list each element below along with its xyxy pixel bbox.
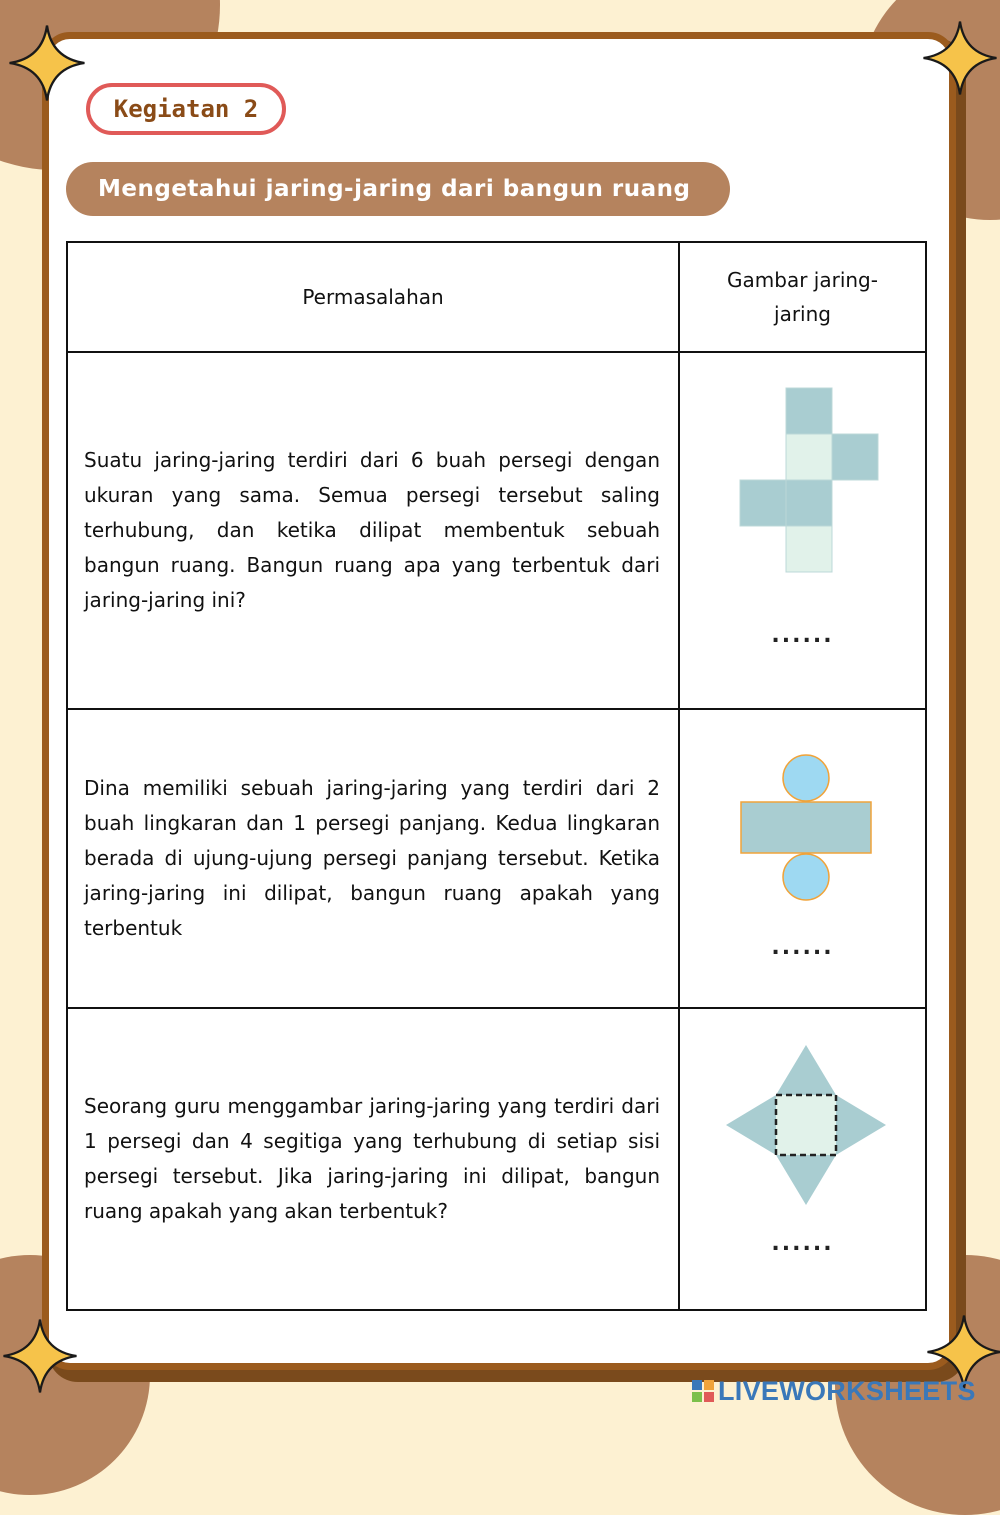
liveworksheets-watermark [692,1376,992,1406]
answer-blank[interactable]: ...... [771,1231,834,1256]
problem-cell [67,1008,679,1310]
answer-blank[interactable]: ...... [771,623,834,648]
sparkle-star-icon [2,1318,78,1394]
problem-text: Dina memiliki sebuah jaring-jaring yang terdiri dari 2 buah lingkaran dan 1 persegi panjang. Kedua lingkaran berada di ujung-ujung persegi panjang tersebut. Ketika jaring-jaring ini dilipat, bangun ruang apakah yang terbentuk [84,776,660,940]
cylinder-net-icon [738,753,874,903]
watermark-text: LIVEWORKSHEETS [718,1375,976,1406]
sparkle-star-icon [922,20,998,96]
problems-table [66,241,927,1311]
page-title-banner: Mengetahui jaring-jaring dari bangun ruang [66,162,730,216]
sparkle-star-icon [8,24,86,102]
problem-cell [67,709,679,1008]
activity-badge: Kegiatan 2 [86,83,286,135]
table-row [67,1008,926,1310]
column-header-problem: Permasalahan [67,242,679,352]
net-cell [679,709,926,1008]
problem-text: Suatu jaring-jaring terdiri dari 6 buah persegi dengan ukuran yang sama. Semua persegi tersebut saling terhubung, dan ketika dilipat membentuk sebuah bangun ruang. Bangun ruang apa yang terbentuk dari jaring-jaring ini? [84,448,660,612]
table-row [67,709,926,1008]
column-header-net-label: Gambar jaring-jaring [727,268,878,326]
problem-text: Seorang guru menggambar jaring-jaring yang terdiri dari 1 persegi dan 4 segitiga yang terhubung di setiap sisi persegi tersebut. Jika jaring-jaring ini dilipat, bangun ruang apakah yang akan terbentuk? [84,1094,660,1223]
column-header-net-picture [679,242,926,352]
answer-blank[interactable]: ...... [771,935,834,960]
table-row [67,352,926,709]
cube-net-icon [738,386,884,576]
problem-cell [67,352,679,709]
net-cell [679,1008,926,1310]
table-header-row [67,242,926,352]
pyramid-net-icon [724,1043,888,1207]
liveworksheets-logo-icon [692,1380,714,1402]
net-cell [679,352,926,709]
